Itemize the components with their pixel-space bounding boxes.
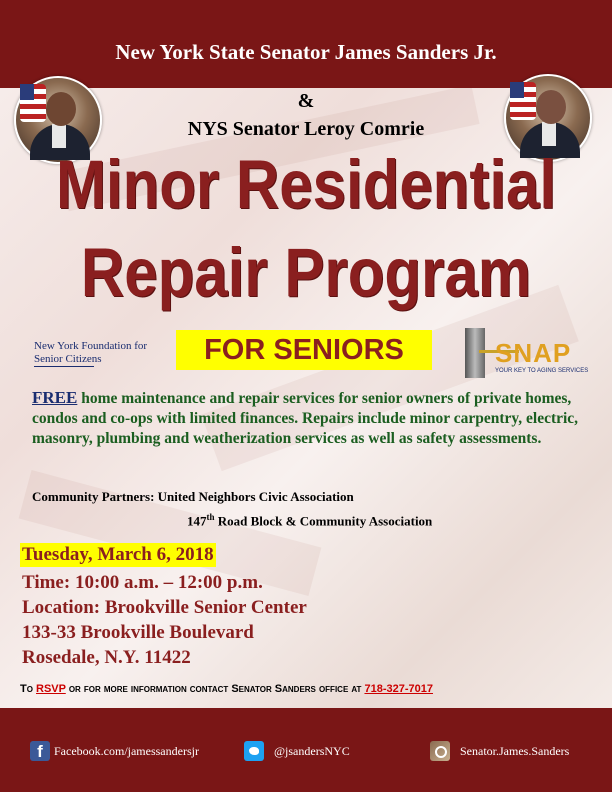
second-senator-name: NYS Senator Leroy Comrie [187,118,425,140]
twitter-handle: @jsandersNYC [274,743,350,758]
description-text: home maintenance and repair services for senior owners of private homes, condos and co-ops with limited finances. Repairs include minor carpentry, electric, masonry, plumbing and weatherization services as well as safety assessments. [32,390,579,447]
instagram-icon [430,741,450,761]
program-description [32,388,588,449]
headline-line1: Minor Residential [55,145,557,224]
snap-logo-tagline: YOUR KEY TO AGING SERVICES [495,368,589,374]
facebook-icon: f [30,741,50,761]
facebook-handle: Facebook.com/jamessandersjr [54,743,199,758]
nyf-senior-citizens-logo [34,340,154,367]
headline-line2: Repair Program [80,233,532,312]
event-address-2: Rosedale, N.Y. 11422 [22,647,191,668]
event-location: Location: Brookville Senior Center [22,597,307,618]
event-details [22,570,307,670]
rsvp-line: To RSVP or for more information contact Senator Sanders office at 718-327-7017 [20,683,433,695]
door-icon [465,328,485,378]
partner-1: United Neighbors Civic Association [157,489,354,504]
rsvp-link[interactable]: RSVP [36,683,66,695]
instagram-link[interactable] [430,740,569,762]
facebook-link[interactable] [30,740,199,762]
nyf-logo-line2: Senior Citizens [34,353,102,365]
community-partners [32,487,588,531]
header-title: New York State Senator James Sanders Jr. [115,40,497,64]
event-time: Time: 10:00 a.m. – 12:00 p.m. [22,572,263,593]
for-seniors-banner: FOR SENIORS [176,330,432,370]
free-label: FREE [32,388,78,407]
twitter-icon [244,741,264,761]
event-address-1: 133-33 Brookville Boulevard [22,622,254,643]
partner-2: 147th Road Block & Community Association [187,512,433,529]
snap-logo [465,328,589,380]
snap-logo-word: SNAP [495,338,572,368]
nyf-logo-line1: New York Foundation for [34,340,148,352]
ampersand: & [297,90,315,112]
event-date: Tuesday, March 6, 2018 [22,544,214,565]
phone-number[interactable]: 718-327-7017 [364,683,433,695]
partners-label: Community Partners: [32,489,155,504]
twitter-link[interactable] [244,740,350,762]
instagram-handle: Senator.James.Sanders [460,743,570,758]
